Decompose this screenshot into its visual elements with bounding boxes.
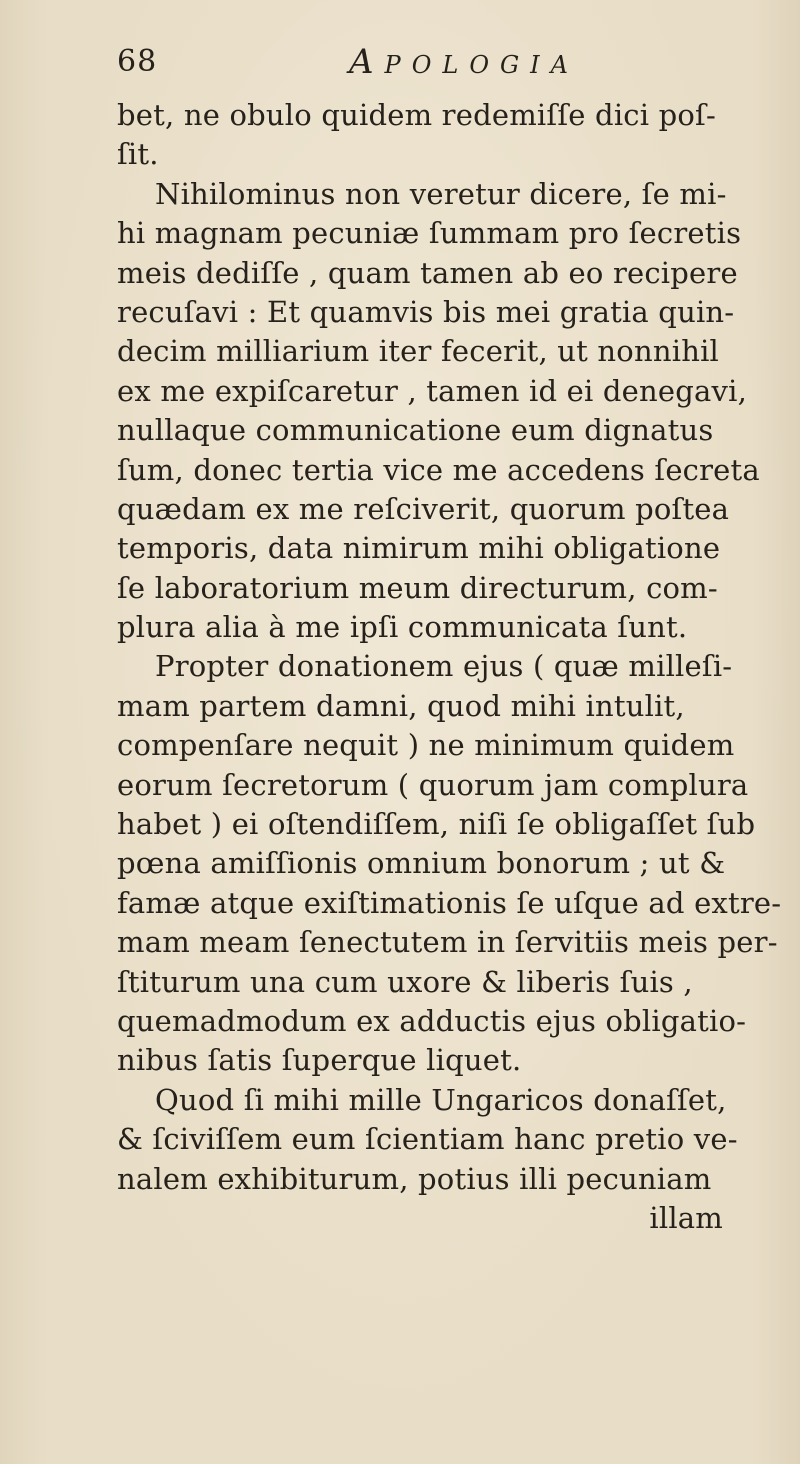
text-line: meis dediſſe , quam tamen ab eo recipere [117,255,738,290]
page-number: 68 [117,44,158,79]
text-line: decim millіarium iter fecerit, ut nonnihil [117,334,720,369]
text-line: recuſavi : Et quamvis bis mei gratia quin- [117,294,735,329]
text-line: mam meam ſenectutem in ſervitiis meis per- [117,925,778,960]
text-line: quædam ex me reſciverit, quorum poſtea [117,491,730,526]
text-line: ſe laboratorium meum directurum, com- [117,570,718,605]
text-line: temporis, data nimirum mihi obligatione [117,531,721,566]
text-line: eorum ſecretorum ( quorum jam complura [117,767,749,802]
text-line: habet ) ei oſtendiſſem, niſi ſe obligaſſet ſub [117,807,756,842]
text-line: compenſare nequit ) ne minimum quidem [117,728,735,763]
text-line: hi magnam pecuniæ ſummam pro ſecretis [117,216,742,251]
text-line: mam partem damni, quod mihi intulit, [117,688,685,723]
text-line: pœna amiſſionis omnium bonorum ; ut & [117,846,726,881]
text-line: nalem exhibiturum, potius illi pecuniam [117,1161,712,1196]
text-line: quemadmodum ex adductis ejus obligatio- [117,1003,747,1038]
paragraph-start-line: Nihilominus non veretur dicere, ſe mi- [155,176,727,211]
paragraph-start-line: Propter donationem ejus ( quæ milleſi- [155,649,733,684]
page-header [117,42,717,88]
text-line: ex me expiſcaretur , tamen id ei denegavi, [117,373,748,408]
running-head: Apologia [349,42,579,82]
text-line: bet, ne obulo quidem redemiſſe dici poſ- [117,98,716,132]
text-line: nibus ſatis ſuperque liquet. [117,1043,522,1078]
text-line: ſum, donec tertia vice me accedens ſecreta [117,452,760,487]
catchword-line: illam [649,1200,723,1235]
text-line: plura alia à me ipſi communicata ſunt. [117,610,688,645]
text-line: & ſciviſſem eum ſcientiam hanc pretio ve- [117,1122,738,1157]
body-text [117,96,782,1238]
text-line: ſtiturum una cum uxore & liberis ſuis , [117,964,693,999]
text-line: nullaque communicatione eum dignatus [117,413,714,448]
text-line: ſit. [117,137,159,172]
text-line: famæ atque exiſtimationis ſe uſque ad extre- [117,885,782,920]
paragraph-start-line: Quod ſi mihi mille Ungaricos donaſſet, [155,1082,727,1117]
